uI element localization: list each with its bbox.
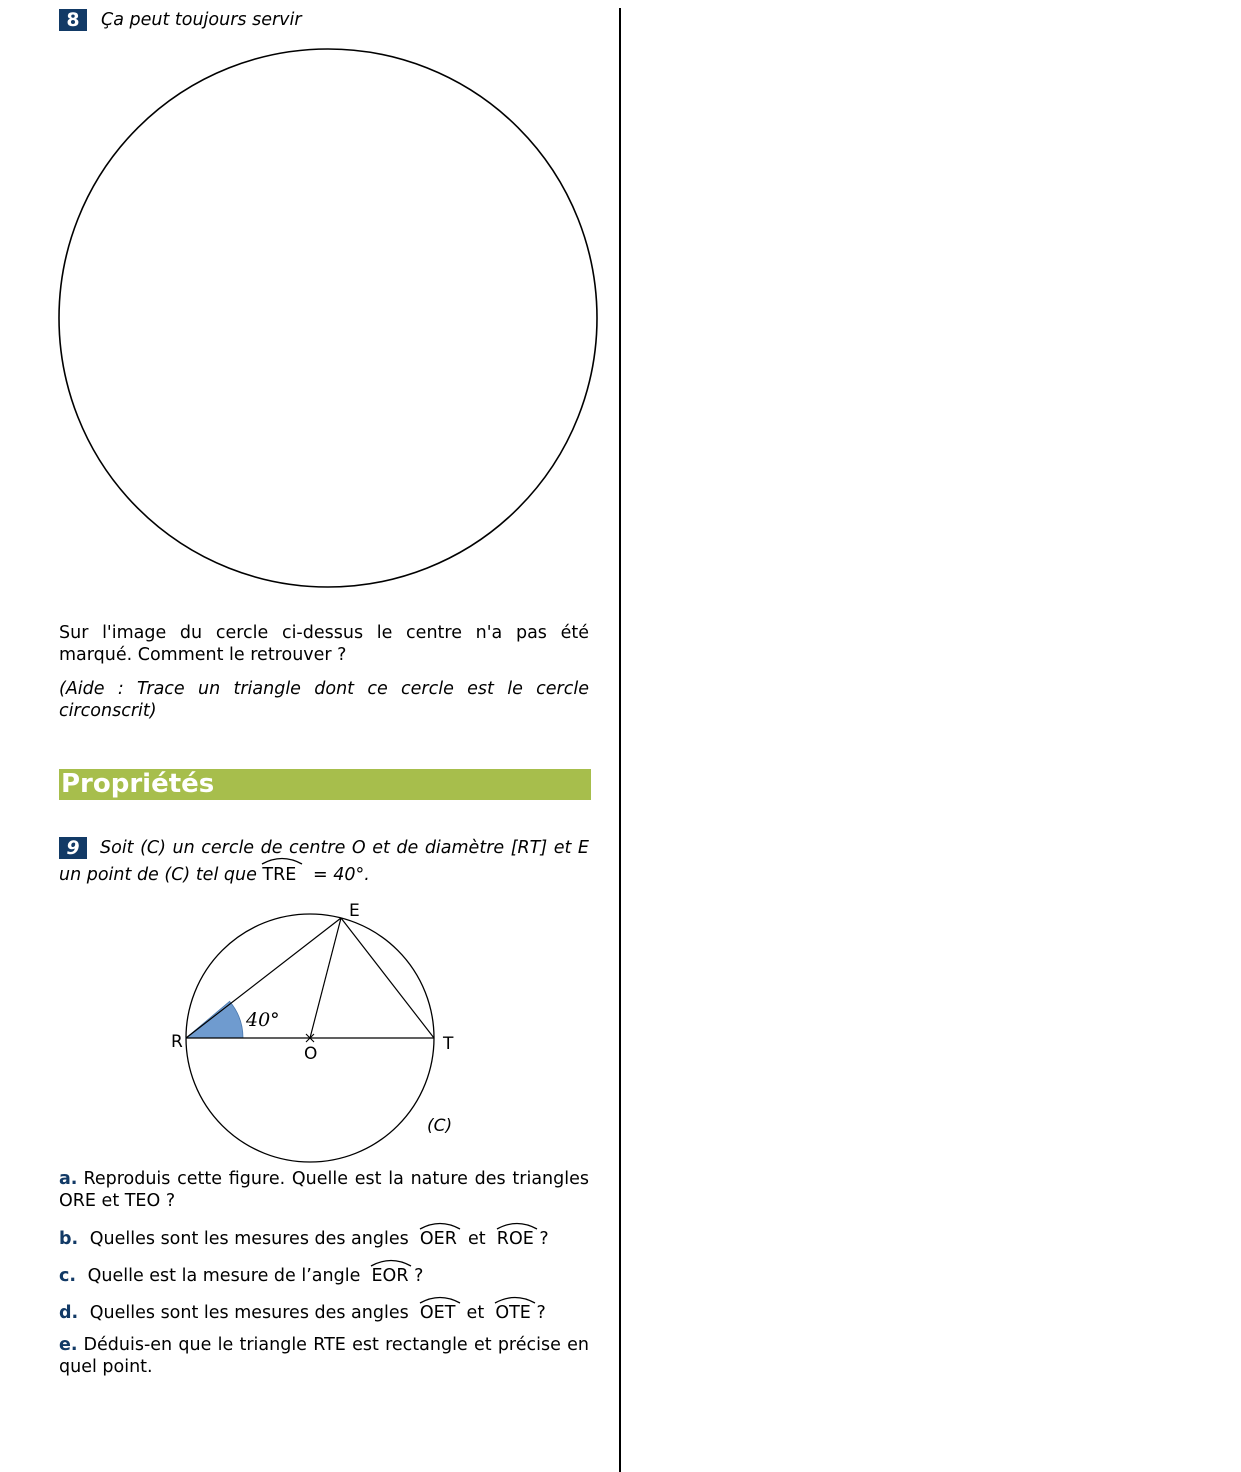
angle-notation: OER <box>420 1226 457 1250</box>
angle-hat-icon <box>493 1294 537 1304</box>
exercise-number-badge: 9 <box>59 837 87 859</box>
circle-without-center <box>59 49 597 587</box>
blank-circle-figure <box>58 48 599 589</box>
exercise-title: Ça peut toujours servir <box>101 10 302 30</box>
question-c: c. Quelle est la mesure de l’angle EOR ? <box>59 1263 589 1287</box>
angle-hat-icon <box>495 1220 539 1230</box>
question-a: a. Reproduis cette figure. Quelle est la nature des triangles ORE et TEO ? <box>59 1169 589 1211</box>
angle-hat-icon <box>369 1257 413 1267</box>
column-divider <box>619 8 621 1472</box>
question-b: b. Quelles sont les mesures des angles OER et ROE ? <box>59 1226 589 1250</box>
exercise-number-badge: 8 <box>59 9 87 31</box>
label-o: O <box>304 1044 318 1064</box>
statement-text: Soit (C) un cercle de centre O et de diamètre [RT] et E un point de (C) tel que <box>59 838 589 885</box>
question-e: e. Déduis-en que le triangle RTE est rectangle et précise en quel point. <box>59 1335 589 1377</box>
label-r: R <box>171 1032 183 1052</box>
angle-label: 40° <box>246 1009 280 1031</box>
segment-et <box>341 918 434 1038</box>
angle-hat-icon <box>418 1294 462 1304</box>
statement-value: = 40°. <box>313 865 370 885</box>
exercise-9-statement <box>59 836 589 888</box>
question-d: d. Quelles sont les mesures des angles OET et OTE ? <box>59 1300 589 1324</box>
exercise-8-hint: (Aide : Trace un triangle dont ce cercle est le cercle circonscrit) <box>59 679 589 721</box>
angle-hat-icon <box>260 855 304 865</box>
segment-eo <box>310 918 341 1038</box>
label-t: T <box>443 1034 454 1054</box>
section-heading: Propriétés <box>59 769 591 800</box>
angle-notation: EOR <box>371 1263 408 1287</box>
circle-triangle-figure <box>160 895 480 1167</box>
angle-sector-tre <box>186 1001 243 1038</box>
angle-notation: ROE <box>497 1226 534 1250</box>
angle-notation: OET <box>420 1300 456 1324</box>
label-e: E <box>349 901 360 921</box>
angle-hat-icon <box>418 1220 462 1230</box>
label-circle-c: (C) <box>427 1116 453 1136</box>
angle-notation: TRE <box>262 861 296 888</box>
exercise-8-question: Sur l'image du cercle ci-dessus le centre n'a pas été marqué. Comment le retrouver ? <box>59 623 589 665</box>
angle-notation: OTE <box>495 1300 531 1324</box>
exercise-8-header <box>59 9 302 31</box>
